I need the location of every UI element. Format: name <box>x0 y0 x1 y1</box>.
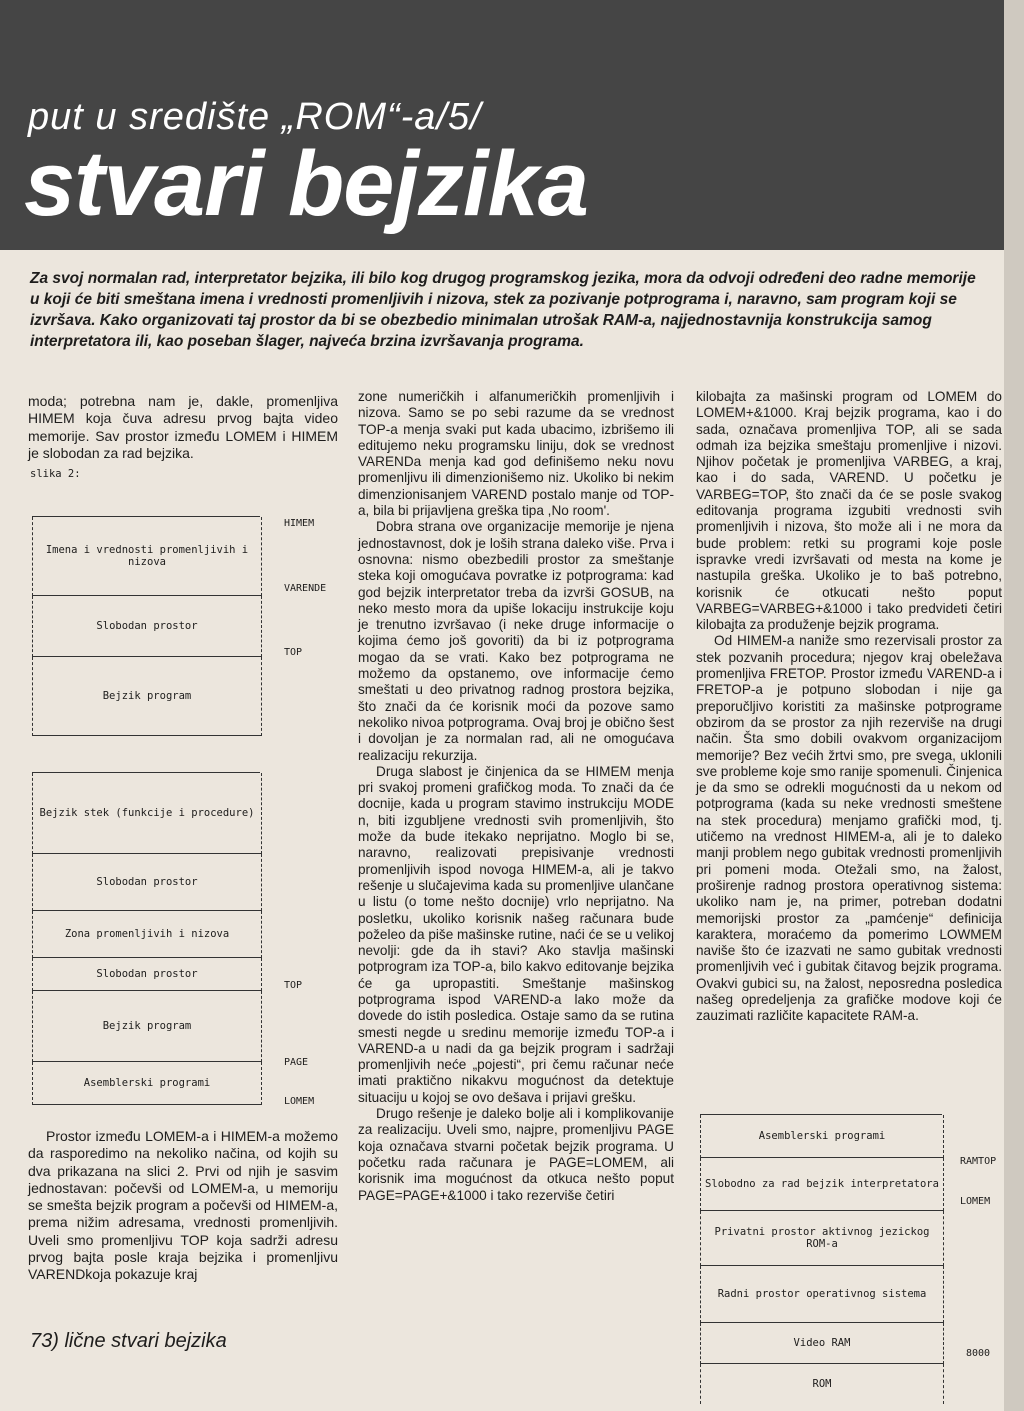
column-1-top <box>28 393 338 462</box>
fig3-box-asm: Asemblerski programi <box>700 1115 944 1158</box>
fig2-label-top: TOP <box>284 980 303 991</box>
fig3-label-ramtop: RAMTOP <box>960 1156 997 1167</box>
column-2 <box>358 389 674 1204</box>
col2-p1: zone numeričkih i alfanumeričkih promenljivih i nizova. Samo se po sebi razume da se vrednost TOP-a menja svaki put kada ubacimo, izbrišemo ili editujemo neku programsku liniju, dok se vrednost VARENDa menja kad god definišemo neku novu promenljivu ili dimenzionišemo niz. Ukoliko bi nekim dimenzionisanjem VAREND postalo manje od TOP-a, bila bi prijavljena greška tipa ,No room'. <box>358 389 674 519</box>
adjacent-page-strip <box>1004 0 1024 1411</box>
fig2-label-lomem: LOMEM <box>284 1096 315 1107</box>
fig1-label-himem: HIMEM <box>284 518 315 529</box>
fig3-label-lomem: LOMEM <box>960 1196 991 1207</box>
fig2-box-free2: Slobodan prostor <box>32 958 262 991</box>
fig3-box-os: Radni prostor operativnog sistema <box>700 1266 944 1323</box>
fig1-label-varend: VARENDE <box>284 583 327 594</box>
col2-p2: Dobra strana ove organizacije memorije je njena jednostavnost, dok je loših strana daleko više. Prva i osnovna: nismo obezbedili prostor za smeštanje steka koji omogućava povratke iz potprograma: kad god bejzik interpretator treba da izvrši GOSUB, na neko mesto mora da upiše lokaciju instrukcije koju je trenutno izvršavao (i neke druge informacije o kojima ćemo još govoriti) da bi iz potprograma mogao da se vrati. Kako bez potprograma ne možemo da opstanemo, ove informacije ćemo smeštati u deo privatnog radnog prostora bejzika, što znači da će korisnik moći da pozove samo nekoliko nivoa potprograma. Ovaj broj je obično šest i dovoljan je za normalan rad, ali ne omogućava realizaciju rekurzija. <box>358 519 674 763</box>
fig2-box-program: Bejzik program <box>32 991 262 1062</box>
fig2-box-asm: Asemblerski programi <box>32 1062 262 1105</box>
kicker: put u središte „ROM“-a/5/ <box>28 96 482 138</box>
fig3-box-rom: ROM <box>700 1364 944 1404</box>
fig3-box-video: Video RAM <box>700 1323 944 1364</box>
col1-top-text: moda; potrebna nam je, dakle, promenljiva HIMEM koja čuva adresu prvog bajta video memorije. Sav prostor između LOMEM i HIMEM je slobodan za rad bejzika. <box>28 393 338 461</box>
fig2-box-free1: Slobodan prostor <box>32 854 262 911</box>
fig3-box-rom-private: Privatni prostor aktivnog jezickog ROM-a <box>700 1211 944 1266</box>
fig2-label-page: PAGE <box>284 1057 309 1068</box>
fig1-box-free: Slobodan prostor <box>32 596 262 657</box>
fig1-box-vars: Imena i vrednosti promenljivih i nizova <box>32 517 262 596</box>
col1-bottom-text: Prostor između LOMEM-a i HIMEM-a možemo da rasporedimo na nekoliko načina, od kojih su dva prikazana na slici 2. Prvi od njih je sasvim jednostavan: počevši od LOMEM-a, u memoriju se smešta bejzik program a počevši od HIMEM-a, prema nižim adresama, vrednosti promenljivih. Uveli smo promenljivu TOP koja sadrži adresu prvog bajta posle kraja bejzika i promenljivu VARENDkoja pokazuje kraj <box>28 1128 338 1283</box>
col2-p3: Druga slabost je činjenica da se HIMEM menja pri svakoj promeni grafičkog moda. To znači da će docnije, kada u program stavimo instrukciju MODE n, biti izgubljene vrednosti svih promenljivih, što može da bude itekako neprijatno. Moglo bi se, naravno, realizovati prepisivanje vrednosti promenljivih ispod novoga HIMEM-a, ali je takvo rešenje u slučajevima kada su promenljive ulančane u listu (o tome nešto docnije) vrlo neprijatno. Na posletku, ukoliko korisnik našeg računara bude poželeo da piše mašinske rutine, naći će se u velikoj nevolji: gde da ih stavi? Ako stavlja mašinski potprogram iza TOP-a, bilo kakvo editovanje bejzika će ga upropastiti. Smeštanje mašinskog potprograma ispod VAREND-a lako može da dovede do istih posledica. Ostaje samo da se rutina smesti negde u sredinu memorije između TOP-a i VAREND-a u nadi da ga bejzik program i sadržaji promenljivih neće „pojesti“, pri čemu računar neće imati praktično nikakvu mogućnost da detektuje situaciju u kojoj se ovo dešava i prijavi grešku. <box>358 763 674 1105</box>
lede: Za svoj normalan rad, interpretator bejzika, ili bilo kog drugog programskog jezika, mora da odvoji određeni deo radne memorije u koji će biti smeštana imena i vrednosti promenljivih i nizova, stek za pozivanje potprograma i, naravno, sam program koji se izvršava. Kako organizovati taj prostor da bi se obezbedio minimalan utrošak RAM-a, najjednostavnija konstrukcija samog interpretatora ili, kao poseban šlager, najveća brzina izvršavanja programa. <box>30 270 976 350</box>
fig2-box-stack: Bejzik stek (funkcije i procedure) <box>32 773 262 854</box>
fig3-label-8000: 8000 <box>966 1348 991 1359</box>
fig3-box-free: Slobodno za rad bejzik interpretatora <box>700 1158 944 1211</box>
fig1-box-program: Bejzik program <box>32 657 262 736</box>
col2-p4: Drugo rešenje je daleko bolje ali i komplikovanije za realizaciju. Uveli smo, najpre, promenljivu PAGE koja označava stvarni početak bejzik programa. U početku rada računara je PAGE=LOMEM, ali korisnik ima mogućnost da otkuca nešto poput PAGE=PAGE+&1000 i tako rezerviše četiri <box>358 1106 674 1203</box>
page-title: stvari bejzika <box>24 133 588 235</box>
col3-p1: kilobajta za mašinski program od LOMEM do LOMEM+&1000. Kraj bejzik programa, kao i do sada, označava promenljiva TOP, ali se sada odmah iza bejzika smeštaju promenljive i nizovi. Njihov početak je promenljiva VARBEG, a kraj, kao i do sada, VAREND. U početku je VARBEG=TOP, što znači da će se posle svakog editovanja programa izgubiti vrednosti svih promenljivih i nizova, što može ali i ne mora da bude problem: retki su programi koje posle ispravke vredi izvršavati od mesta na kome je nastupila greška. Ukoliko je to baš potrebno, korisnik će otkucati nešto poput VARBEG=VARBEG+&1000 i tako predvideti četiri kilobajta za produženje bejzik programa. <box>696 389 1002 633</box>
col3-p2: Od HIMEM-a naniže smo rezervisali prostor za stek pozvanih procedura; njegov kraj obeležava promenljiva FRETOP. Prostor između VAREND-a i FRETOP-a je potpuno slobodan i nije ga preporučljivo koristiti za mašinske potprograme obzirom da se prostor za njih rezerviše na drugi način. Šta smo dobili ovakvom organizacijom memorije? Bez većih žrtvi smo, pre svega, uklonili sve probleme koje smo ranije spomenuli. Činjenica je da smo se odrekli mogućnosti da u nekom od potprograma (kada su neke vrednosti smeštene na stek procedura) menjamo grafički mod, tj. utičemo na vrednost HIMEM-a, ali je to daleko manji problem nego gubitak vrednosti promenljivih pri pomeni moda. Otežali smo, na žalost, proširenje radnog prostora operativnog sistema: ukoliko nam je, na primer, potreban dodatni memorijski prostor za „pamćenje“ definicija karaktera, moraćemo da pomerimo LOWMEM naviše što će izazvati ne samo gubitak vrednosti promenljivih već i gubitak čitavog bejzik programa. Ovakvi gubici su, na žalost, neposredna posledica našeg opredeljenja za grafičke modove koji će zauzimati različite kapacitete RAM-a. <box>696 633 1003 1024</box>
column-1-bottom <box>28 1128 338 1284</box>
figure-caption: slika 2: <box>30 468 81 480</box>
page-footer: 73) lične stvari bejzika <box>30 1330 227 1352</box>
fig1-label-top: TOP <box>284 647 303 658</box>
column-3 <box>696 389 1002 1025</box>
fig2-box-vars: Zona promenljivih i nizova <box>32 911 262 958</box>
